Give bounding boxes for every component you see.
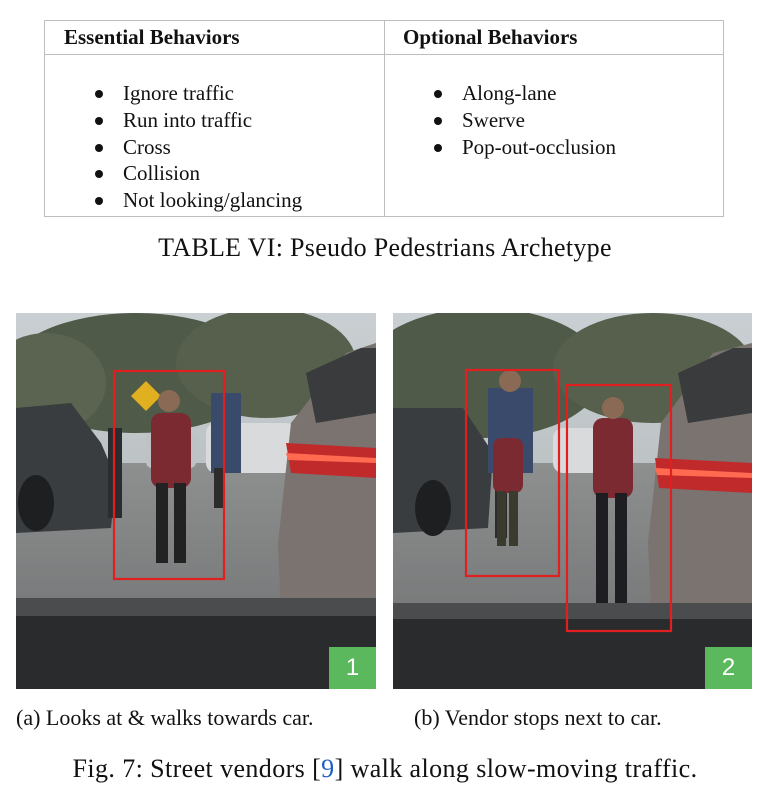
photo-panel-a (16, 313, 376, 689)
header-essential: Essential Behaviors (64, 25, 240, 49)
panel-badge-b: 2 (705, 647, 752, 689)
list-item: Pop-out-occlusion (432, 134, 616, 161)
street-scene-image-a (16, 313, 376, 689)
header-optional: Optional Behaviors (403, 25, 578, 49)
bullet-icon (95, 117, 103, 125)
column-divider (384, 21, 385, 216)
list-item: Not looking/glancing (93, 187, 302, 214)
bullet-icon (434, 144, 442, 152)
subfigure-caption-b: (b) Vendor stops next to car. (414, 705, 662, 730)
behaviors-table (44, 20, 724, 217)
essential-list (93, 80, 302, 214)
list-item: Collision (93, 160, 302, 187)
subfigure-caption-a: (a) Looks at & walks towards car. (16, 705, 314, 730)
panel-badge-a: 1 (329, 647, 376, 689)
bullet-icon (434, 117, 442, 125)
list-item: Cross (93, 134, 302, 161)
optional-list (432, 80, 616, 160)
street-scene-image-b (393, 313, 752, 689)
bullet-icon (95, 90, 103, 98)
citation-link[interactable]: 9 (321, 754, 335, 783)
list-item: Ignore traffic (93, 80, 302, 107)
table-caption: TABLE VI: Pseudo Pedestrians Archetype (158, 233, 612, 262)
bullet-icon (95, 170, 103, 178)
photo-panel-b (393, 313, 752, 689)
header-divider (45, 54, 723, 55)
bullet-icon (95, 197, 103, 205)
figure-caption: Fig. 7: Street vendors [9] walk along slow-moving traffic. (72, 754, 698, 783)
list-item: Run into traffic (93, 107, 302, 134)
list-item: Along-lane (432, 80, 616, 107)
bullet-icon (95, 144, 103, 152)
bullet-icon (434, 90, 442, 98)
list-item: Swerve (432, 107, 616, 134)
